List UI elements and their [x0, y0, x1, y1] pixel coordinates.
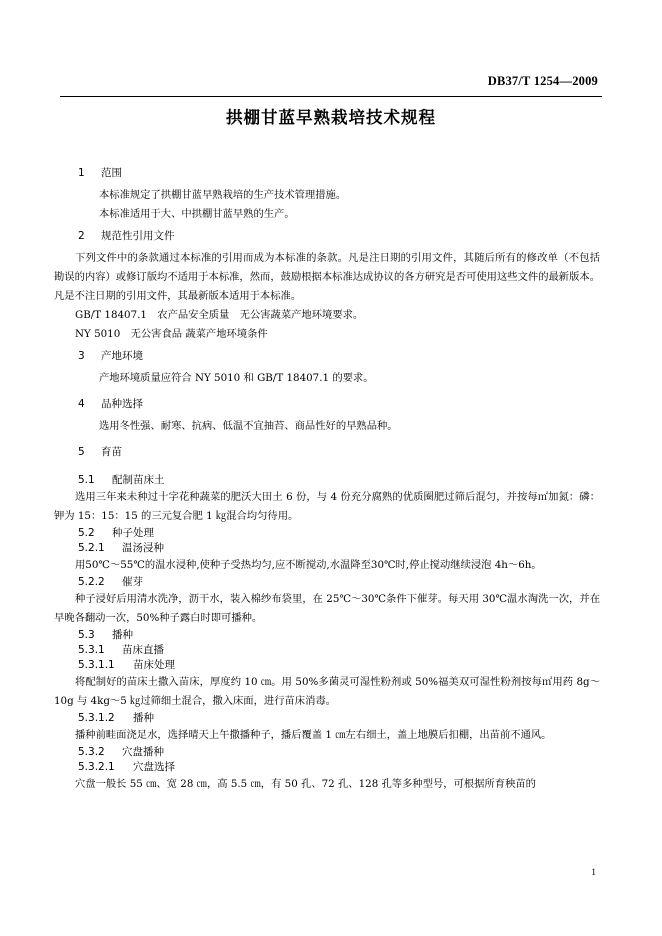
- section-3-heading: [78, 349, 600, 364]
- section-number: 2: [78, 230, 85, 242]
- section-title: 规范性引用文件: [101, 230, 175, 242]
- reference-item: GB/T 18407.1 农产品安全质量 无公害蔬菜产地环境要求。: [75, 309, 364, 321]
- section-number: 5.3.2.1: [78, 761, 115, 773]
- section-number: 5.2.1: [78, 542, 105, 554]
- section-number: 4: [78, 398, 85, 410]
- subsection-5-3-2-1-heading: [78, 760, 600, 775]
- paragraph: 将配制好的苗床土撒入苗床，厚度约 10 ㎝。用 50%多菌灵可湿性粉剂或 50%福美双可湿性粉剂按每㎡用药 8g～10g 与 4kg～5 ㎏过筛细土混合，撒入床面，进行苗床消毒。: [54, 676, 600, 707]
- section-number: 3: [78, 350, 85, 362]
- section-number: 5.3: [78, 629, 95, 641]
- paragraph: 穴盘一般长 55 ㎝、宽 28 ㎝，高 5.5 ㎝，有 50 孔、72 孔、128 孔等多种型号，可根据所育秧苗的: [75, 778, 536, 790]
- subsection-5-3-1-1-heading: [78, 658, 600, 673]
- standard-code: DB37/T 1254—2009: [487, 74, 598, 88]
- subsection-5-3-2-heading: [78, 745, 600, 760]
- section-number: 5: [78, 446, 85, 458]
- section-number: 1: [78, 167, 85, 179]
- header-rule: [60, 96, 602, 97]
- section-title: 产地环境: [101, 350, 143, 362]
- paragraph: 种子浸好后用清水洗净，沥干水，装入棉纱布袋里，在 25℃～30℃条件下催芽。每天用 30℃温水淘洗一次，并在早晚各翻动一次，50%种子露白时即可播种。: [54, 593, 600, 624]
- section-5-heading: [78, 445, 600, 460]
- document-title: 拱棚甘蓝早熟栽培技术规程: [226, 108, 436, 127]
- section-number: 5.3.2: [78, 746, 105, 758]
- section-title: 苗床直播: [122, 644, 164, 656]
- section-number: 5.3.1: [78, 644, 105, 656]
- section-number: 5.3.1.1: [78, 659, 115, 671]
- paragraph: 播种前畦面浇足水，选择晴天上午撒播种子，播后覆盖 1 ㎝左右细土，盖上地膜后扣棚，出苗前不通风。: [75, 729, 552, 741]
- paragraph: 选用三年来未种过十字花种蔬菜的肥沃大田土 6 份，与 4 份充分腐熟的优质圈肥过筛后混匀，并按每㎡加氮：磷：钾为 15：15：15 的三元复合肥 1 ㎏混合均匀待用。: [54, 491, 600, 522]
- document-body: [54, 166, 600, 794]
- section-title: 穴盘播种: [122, 746, 164, 758]
- section-1-heading: [78, 166, 600, 181]
- section-title: 配制苗床土: [112, 474, 165, 486]
- paragraph: 本标准规定了拱棚甘蓝早熟栽培的生产技术管理措施。: [99, 189, 347, 201]
- section-title: 播种: [112, 629, 133, 641]
- paragraph: 本标准适用于大、中拱棚甘蓝早熟的生产。: [99, 208, 295, 220]
- section-number: 5.2.2: [78, 576, 105, 588]
- section-title: 苗床处理: [133, 659, 175, 671]
- subsection-5-2-2-heading: [78, 575, 600, 590]
- page-number: 1: [591, 868, 596, 878]
- section-title: 种子处理: [112, 527, 154, 539]
- reference-item: NY 5010 无公害食品 蔬菜产地环境条件: [75, 328, 268, 340]
- paragraph: 下列文件中的条款通过本标准的引用而成为本标准的条款。凡是注日期的引用文件，其随后所有的修改单（不包括勘误的内容）或修订版均不适用于本标准，然而，鼓励根据本标准达成协议的各方研究是否可使用这些文件的最新版本。凡是不注日期的引用文件，其最新版本适用于本标准。: [54, 252, 600, 302]
- paragraph: 用50℃～55℃的温水浸种,使种子受热均匀,应不断搅动,水温降至30℃时,停止搅动继续浸泡 4h～6h。: [75, 559, 542, 571]
- section-4-heading: [78, 397, 600, 412]
- section-2-heading: [78, 229, 600, 244]
- subsection-5-1-heading: [78, 473, 600, 488]
- section-title: 催芽: [122, 576, 143, 588]
- section-title: 育苗: [101, 446, 122, 458]
- paragraph: 产地环境质量应符合 NY 5010 和 GB/T 18407.1 的要求。: [99, 372, 374, 384]
- section-title: 温汤浸种: [122, 542, 164, 554]
- section-title: 范围: [101, 167, 122, 179]
- section-title: 穴盘选择: [133, 761, 175, 773]
- section-number: 5.2: [78, 527, 95, 539]
- subsection-5-3-heading: [78, 628, 600, 643]
- paragraph: 选用冬性强、耐寒、抗病、低温不宜抽苔、商品性好的早熟品种。: [99, 420, 398, 432]
- subsection-5-3-1-2-heading: [78, 711, 600, 726]
- section-number: 5.1: [78, 474, 95, 486]
- section-title: 品种选择: [101, 398, 143, 410]
- subsection-5-2-1-heading: [78, 541, 600, 556]
- section-number: 5.3.1.2: [78, 712, 115, 724]
- section-title: 播种: [133, 712, 154, 724]
- subsection-5-3-1-heading: [78, 643, 600, 658]
- subsection-5-2-heading: [78, 526, 600, 541]
